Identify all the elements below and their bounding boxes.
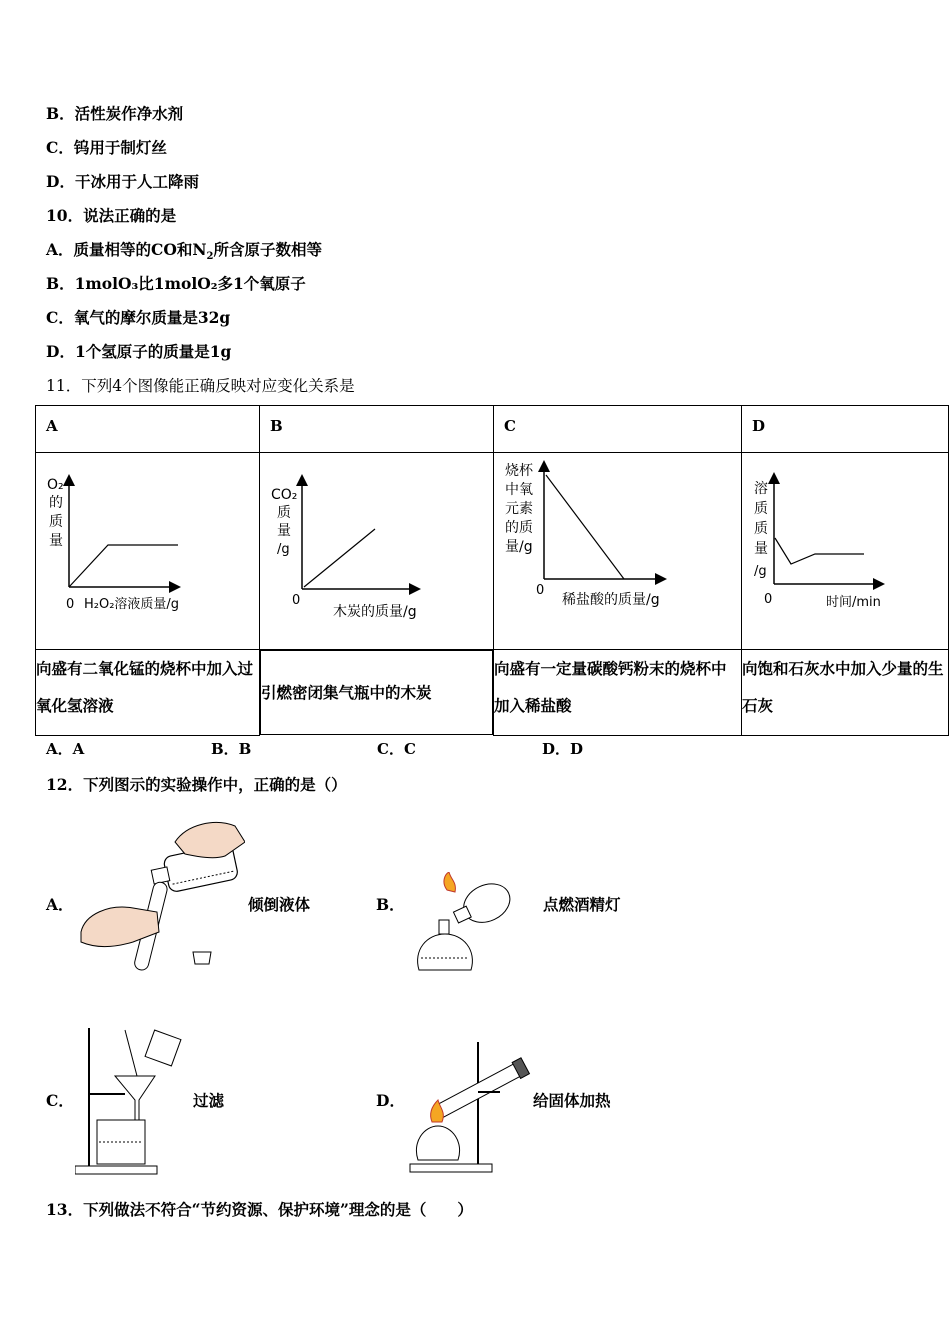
q10-option-d: D．1个氢原子的质量是1g xyxy=(46,342,232,361)
q12-option-b-label: 点燃酒精灯 xyxy=(543,895,621,914)
graph-b-xlabel: 木炭的质量/g xyxy=(333,604,417,620)
graph-d-ylabel-3: 质 xyxy=(754,521,768,537)
graph-c-xlabel: 稀盐酸的质量/g xyxy=(562,592,660,608)
graph-b-ylabel-1: CO₂ xyxy=(271,487,298,503)
graph-c xyxy=(494,453,742,650)
header-a: A xyxy=(36,406,260,453)
q11-choice-a[interactable]: A．A xyxy=(46,740,85,758)
q12-option-a-label: 倾倒液体 xyxy=(248,895,311,914)
graph-d-origin: 0 xyxy=(764,592,773,607)
q11-choice-b[interactable]: B．B xyxy=(211,740,252,758)
graph-b-ylabel-3: 量 xyxy=(277,523,291,539)
graph-d-ylabel-2: 质 xyxy=(754,501,768,517)
q10-option-a: A．质量相等的CO和$N_2$所含原子数相等 xyxy=(46,240,323,263)
desc-b: 引燃密闭集气瓶中的木炭 xyxy=(260,650,493,735)
graph-a-ylabel-4: 量 xyxy=(49,533,63,549)
graph-a-ylabel-3: 质 xyxy=(49,514,63,530)
q9-option-d: D．干冰用于人工降雨 xyxy=(46,172,199,191)
q12-option-c-letter[interactable]: C． xyxy=(46,1091,74,1110)
graph-b-ylabel-4: /g xyxy=(277,542,290,557)
graph-c-ylabel-2: 中氧 xyxy=(505,482,533,498)
graph-a-ylabel-1: O₂ xyxy=(47,477,64,493)
graph-a xyxy=(36,453,260,650)
graph-a-xlabel: H₂O₂溶液质量/g xyxy=(84,597,180,612)
graph-a-origin: 0 xyxy=(66,597,75,612)
q11-title: 11．下列4个图像能正确反映对应变化关系是 xyxy=(46,377,355,395)
graph-c-origin: 0 xyxy=(536,583,545,598)
graph-c-ylabel-3: 元素 xyxy=(505,501,533,517)
graph-c-ylabel-1: 烧杯 xyxy=(505,463,533,479)
header-b: B xyxy=(260,406,494,453)
q12-title: 12．下列图示的实验操作中，正确的是（） xyxy=(46,775,347,794)
q12-option-c-label: 过滤 xyxy=(193,1091,225,1110)
heating-solid-figure xyxy=(408,1040,533,1176)
graph-c-ylabel-5: 量/g xyxy=(505,539,533,555)
q11-choice-c[interactable]: C．C xyxy=(377,740,416,758)
q12-option-a-letter[interactable]: A． xyxy=(46,895,74,914)
header-c: C xyxy=(494,406,742,453)
q11-table xyxy=(35,405,949,736)
header-d: D xyxy=(742,406,949,453)
graph-d-xlabel: 时间/min xyxy=(826,595,881,610)
filtration-figure xyxy=(75,1020,185,1176)
graph-d-ylabel-1: 溶 xyxy=(754,481,768,497)
graph-b-ylabel-2: 质 xyxy=(277,505,291,521)
pouring-liquid-figure xyxy=(75,812,245,980)
alcohol-lamp-figure xyxy=(405,872,530,982)
desc-c: 向盛有一定量碳酸钙粉末的烧杯中加入稀盐酸 xyxy=(494,650,742,736)
q11-choice-d[interactable]: D．D xyxy=(542,740,584,758)
desc-d: 向饱和石灰水中加入少量的生石灰 xyxy=(742,650,949,736)
q10-title: 10．说法正确的是 xyxy=(46,206,177,225)
q12-option-d-letter[interactable]: D． xyxy=(376,1091,405,1110)
graph-c-ylabel-4: 的质 xyxy=(505,520,533,536)
desc-a: 向盛有二氧化锰的烧杯中加入过氧化氢溶液 xyxy=(36,650,260,736)
q12-option-b-letter[interactable]: B． xyxy=(376,895,405,914)
graph-d xyxy=(742,453,949,650)
graph-b-origin: 0 xyxy=(292,593,301,608)
graph-a-ylabel-2: 的 xyxy=(49,495,63,511)
q13-title: 13．下列做法不符合“节约资源、保护环境”理念的是（ ） xyxy=(46,1200,473,1219)
q12-option-d-label: 给固体加热 xyxy=(533,1091,611,1110)
q10-option-b: B．1molO₃比1molO₂多1个氧原子 xyxy=(46,274,306,293)
q9-option-b: B．活性炭作净水剂 xyxy=(46,104,184,123)
q11-choices xyxy=(46,738,746,758)
q10-option-c: C．氧气的摩尔质量是32g xyxy=(46,308,231,327)
graph-d-ylabel-4: 量 xyxy=(754,541,768,557)
graph-b xyxy=(260,453,494,650)
q9-option-c: C．钨用于制灯丝 xyxy=(46,138,167,157)
graph-d-ylabel-5: /g xyxy=(754,564,767,579)
